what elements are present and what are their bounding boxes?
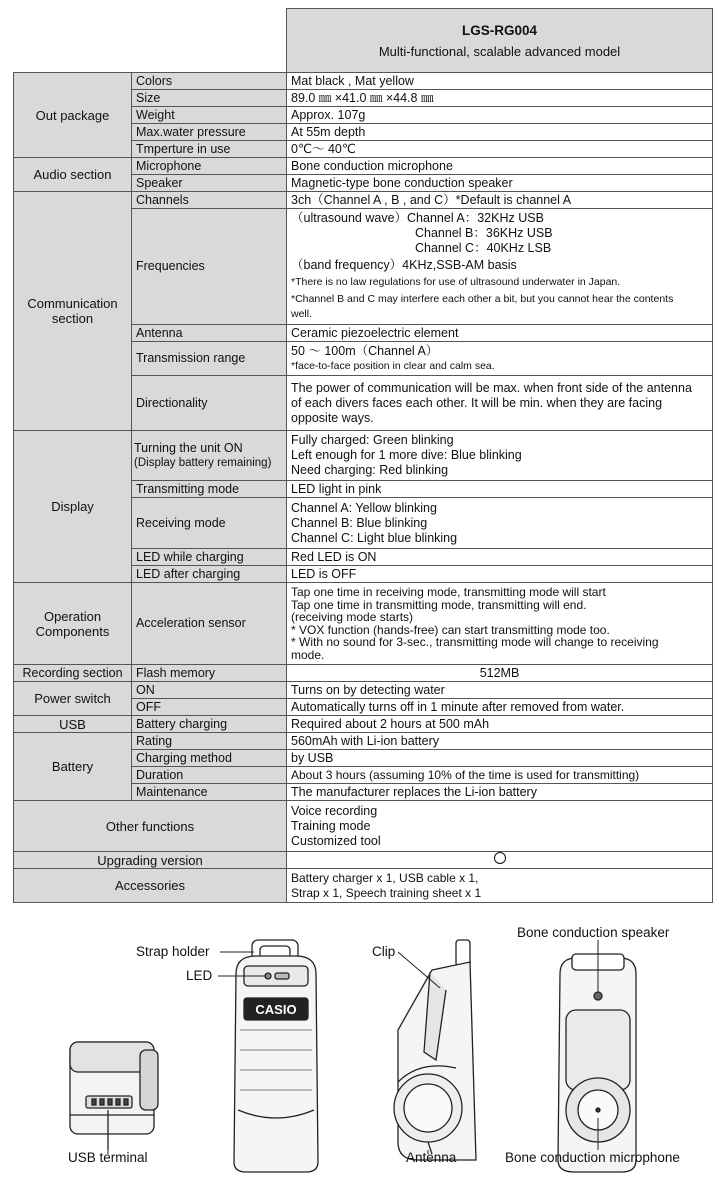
op-line-4: * VOX function (hands-free) can start transmitting mode too. [291, 622, 610, 637]
value-transmission-range [287, 342, 713, 376]
group-audio: Audio section [14, 158, 132, 192]
group-other-functions: Other functions [14, 801, 287, 852]
back-device-drawing [558, 954, 636, 1172]
group-recording: Recording section [14, 665, 132, 682]
front-device-drawing [234, 940, 318, 1172]
group-usb: USB [14, 716, 132, 733]
value-led-after-charging: LED is OFF [287, 566, 713, 583]
value-upgrading-version [287, 852, 713, 869]
freq-line-c: Channel C：40KHz LSB [415, 241, 552, 255]
accessories-line-2: Strap x 1, Speech training sheet x 1 [291, 885, 482, 900]
value-battery-charging: Required about 2 hours at 500 mAh [287, 716, 713, 733]
group-display: Display [14, 431, 132, 583]
usb-terminal-device-drawing [70, 1042, 158, 1150]
op-line-5: * With no sound for 3-sec., transmitting mode will change to receiving mode. [291, 635, 659, 662]
label-directionality: Directionality [132, 376, 287, 431]
label-turning-on [132, 431, 287, 481]
receiving-channel-c: Channel C: Light blue blinking [291, 530, 458, 545]
label-battery-charging: Battery charging [132, 716, 287, 733]
label-power-off: OFF [132, 699, 287, 716]
circle-icon [494, 852, 506, 864]
label-antenna: Antenna [132, 325, 287, 342]
turning-on-label: Turning the unit ON [134, 440, 243, 455]
value-power-off: Automatically turns off in 1 minute after removed from water. [287, 699, 713, 716]
label-transmission-range: Transmission range [132, 342, 287, 376]
label-microphone: Microphone [132, 158, 287, 175]
op-line-3: (receiving mode starts) [291, 610, 414, 624]
caption-clip: Clip [372, 944, 396, 959]
group-out-package: Out package [14, 73, 132, 158]
value-max-water-pressure: At 55m depth [287, 124, 713, 141]
value-colors: Mat black , Mat yellow [287, 73, 713, 90]
product-illustrations [0, 910, 719, 1187]
op-line-1: Tap one time in receiving mode, transmitting mode will start [291, 585, 606, 599]
label-speaker: Speaker [132, 175, 287, 192]
label-receiving-mode: Receiving mode [132, 498, 287, 549]
value-speaker: Magnetic-type bone conduction speaker [287, 175, 713, 192]
label-led-after-charging: LED after charging [132, 566, 287, 583]
other-training-mode: Training mode [291, 818, 371, 833]
value-other-functions [287, 801, 713, 852]
value-antenna: Ceramic piezoelectric element [287, 325, 713, 342]
freq-line-b: Channel B：36KHz USB [415, 226, 553, 240]
caption-strap-holder: Strap holder [136, 944, 210, 959]
label-power-on: ON [132, 682, 287, 699]
casio-logo: CASIO [255, 1002, 297, 1017]
battery-full: Fully charged: Green blinking [291, 433, 454, 447]
model-name: LGS-RG004 [461, 22, 538, 38]
transmission-note: *face-to-face position in clear and calm sea. [291, 359, 495, 372]
value-size: 89.0 ㎜ ×41.0 ㎜ ×44.8 ㎜ [287, 90, 713, 107]
label-flash-memory: Flash memory [132, 665, 287, 682]
label-transmitting-mode: Transmitting mode [132, 481, 287, 498]
leader-lines [108, 940, 598, 1154]
label-temperature: Tmperture in use [132, 141, 287, 158]
value-frequencies [287, 209, 713, 325]
value-microphone: Bone conduction microphone [287, 158, 713, 175]
accessories-line-1: Battery charger x 1, USB cable x 1, [291, 870, 479, 885]
group-power-switch: Power switch [14, 682, 132, 716]
value-directionality: The power of communication will be max. when front side of the antenna of each divers faces each other. It will be min. when they are facing opposite ways. [287, 376, 713, 431]
value-flash-memory: 512MB [287, 665, 713, 682]
caption-usb-terminal: USB terminal [68, 1150, 148, 1165]
label-acceleration-sensor: Acceleration sensor [132, 583, 287, 665]
transmission-value: 50 ～ 100m（Channel A） [291, 343, 439, 358]
side-device-drawing [394, 940, 476, 1160]
caption-antenna: Antenna [406, 1150, 457, 1165]
group-upgrading-version: Upgrading version [14, 852, 287, 869]
caption-bone-conduction-speaker: Bone conduction speaker [517, 925, 670, 940]
value-weight: Approx. 107g [287, 107, 713, 124]
receiving-channel-b: Channel B: Blue blinking [291, 515, 428, 530]
label-frequencies: Frequencies [132, 209, 287, 325]
value-acceleration-sensor [287, 583, 713, 665]
label-channels: Channels [132, 192, 287, 209]
value-power-on: Turns on by detecting water [287, 682, 713, 699]
turning-on-sublabel: (Display battery remaining) [134, 456, 272, 469]
label-weight: Weight [132, 107, 287, 124]
label-charging-method: Charging method [132, 750, 287, 767]
label-duration: Duration [132, 767, 287, 784]
value-led-while-charging: Red LED is ON [287, 549, 713, 566]
freq-line-a: （ultrasound wave）Channel A：32KHz USB [291, 211, 544, 225]
label-size: Size [132, 90, 287, 107]
model-subtitle: Multi-functional, scalable advanced model [378, 43, 621, 59]
label-led-while-charging: LED while charging [132, 549, 287, 566]
group-operation: Operation Components [14, 583, 132, 665]
blank-header-cell [14, 9, 287, 73]
value-transmitting-mode: LED light in pink [287, 481, 713, 498]
other-voice-recording: Voice recording [291, 803, 378, 818]
group-battery: Battery [14, 733, 132, 801]
value-duration: About 3 hours (assuming 10% of the time is used for transmitting) [287, 767, 713, 784]
freq-line-band: （band frequency）4KHz,SSB-AM basis [291, 258, 517, 272]
value-channels: 3ch（Channel A , B , and C）*Default is channel A [287, 192, 713, 209]
other-customized-tool: Customized tool [291, 833, 381, 848]
freq-note-2: *Channel B and C may interfere each other a bit, but you cannot hear the contents well. [291, 293, 674, 320]
value-turning-on [287, 431, 713, 481]
spec-table [13, 8, 713, 903]
label-maintenance: Maintenance [132, 784, 287, 801]
label-rating: Rating [132, 733, 287, 750]
value-rating: 560mAh with Li-ion battery [287, 733, 713, 750]
label-colors: Colors [132, 73, 287, 90]
group-accessories: Accessories [14, 869, 287, 903]
value-charging-method: by USB [287, 750, 713, 767]
group-communication: Communication section [14, 192, 132, 431]
freq-note-1: *There is no law regulations for use of ultrasound underwater in Japan. [291, 276, 621, 288]
caption-led: LED [186, 968, 213, 983]
caption-bone-conduction-microphone: Bone conduction microphone [505, 1150, 680, 1165]
value-maintenance: The manufacturer replaces the Li-ion battery [287, 784, 713, 801]
battery-need-charge: Need charging: Red blinking [291, 463, 449, 477]
model-header [287, 9, 713, 73]
value-accessories [287, 869, 713, 903]
op-line-2: Tap one time in transmitting mode, transmitting will end. [291, 597, 587, 612]
receiving-channel-a: Channel A: Yellow blinking [291, 500, 437, 515]
battery-one-dive: Left enough for 1 more dive: Blue blinking [291, 448, 522, 462]
value-receiving-mode [287, 498, 713, 549]
value-temperature: 0℃～ 40℃ [287, 141, 713, 158]
label-max-water-pressure: Max.water pressure [132, 124, 287, 141]
